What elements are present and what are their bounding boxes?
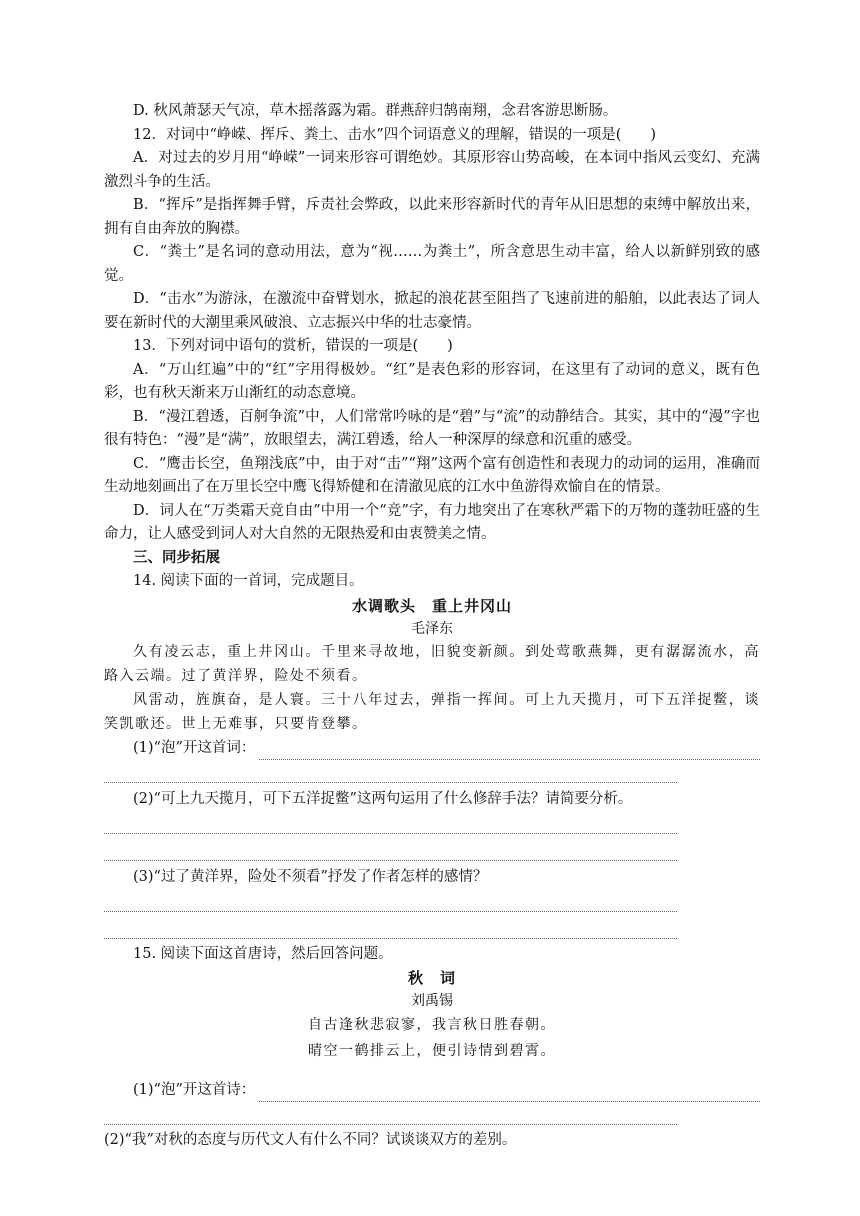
q14-poem-title: 水调歌头 重上井冈山 — [351, 596, 512, 615]
worksheet-page — [104, 100, 760, 1153]
q14-poem-para2: 风雷动，旌旗奋，是人寰。三十八年过去，弹指一挥间。可上九天揽月，可下五洋捉鳖，谈笑凯歌还。世上无难事，只要肯登攀。 — [104, 691, 760, 732]
q14-sub1-row — [104, 736, 760, 760]
q15-sub1-row — [104, 1078, 760, 1102]
q15-sub1-answer-line-2[interactable] — [104, 1102, 677, 1125]
q12-option-b: B．“挥斥”是指挥舞手臂，斥责社会弊政，以此来形容新时代的青年从旧思想的束缚中解放出来，拥有自由奔放的胸襟。 — [104, 197, 760, 237]
q15-poem-line1: 自古逢秋悲寂寥，我言秋日胜春朝。 — [308, 1017, 556, 1033]
q14-sub1-answer-line[interactable] — [259, 742, 760, 760]
q15-stem: 15. 阅读下面这首唐诗，然后回答问题。 — [133, 945, 393, 962]
q13-stem: 13．下列对词中语句的赏析，错误的一项是( ) — [133, 338, 453, 354]
q14-stem: 14. 阅读下面的一首词，完成题目。 — [133, 573, 364, 589]
q15-poem-author: 刘禹锡 — [411, 993, 453, 1009]
q14-sub3-answer-line-1[interactable] — [104, 889, 677, 912]
q15-sub1-answer-line[interactable] — [259, 1084, 760, 1102]
q12-stem: 12．对词中“峥嵘、挥斥、粪土、击水”四个词语意义的理解，错误的一项是( ) — [133, 126, 657, 143]
q14-sub3-answer-line-2[interactable] — [104, 916, 677, 939]
q13-option-d: D．词人在“万类霜天竞自由”中用一个“竞”字，有力地突出了在寒秋严霜下的万物的蓬勃旺盛的生命力，让人感受到词人对大自然的无限热爱和由衷赞美之情。 — [104, 502, 760, 542]
q14-sub1-answer-line-2[interactable] — [104, 760, 677, 783]
q13-option-c: C．“鹰击长空，鱼翔浅底”中，由于对“击”“翔”这两个富有创造性和表现力的动词的运用，准确而生动地刻画出了在万里长空中鹰飞得矫健和在清澈见底的江水中鱼游得欢愉自在的情景。 — [104, 455, 760, 495]
q14-poem-author: 毛泽东 — [411, 620, 453, 637]
q15-poem-line2: 晴空一鹤排云上，便引诗情到碧霄。 — [308, 1043, 556, 1059]
q12-option-d: D．“击水”为游泳，在激流中奋臂划水，掀起的浪花甚至阻挡了飞速前进的船舶，以此表达了词人要在新时代的大潮里乘风破浪、立志振兴中华的壮志豪情。 — [104, 291, 760, 331]
q14-poem-para1: 久有凌云志，重上井冈山。千里来寻故地，旧貌变新颜。到处莺歌燕舞，更有潺潺流水，高路入云端。过了黄洋界，险处不须看。 — [104, 643, 760, 684]
q13-option-b: B．“漫江碧透，百舸争流”中，人们常常吟咏的是“碧”与“流”的动静结合。其实，其中的“漫”字也很有特色：“漫”是“满”，放眼望去，满江碧透，给人一种深厚的绿意和沉重的感受。 — [104, 408, 760, 448]
q14-sub2-label: (2)“可上九天揽月，可下五洋捉鳖”这两句运用了什么修辞手法？请简要分析。 — [133, 790, 633, 807]
q14-sub3-label: (3)“过了黄洋界，险处不须看”抒发了作者怎样的感情？ — [133, 868, 488, 885]
q14-sub2-answer-line-2[interactable] — [104, 838, 677, 861]
q15-poem-title: 秋 词 — [407, 969, 456, 987]
q15-sub2-label: (2)“我”对秋的态度与历代文人有什么不同？试谈谈双方的差别。 — [104, 1132, 517, 1148]
q12-option-c: C．“粪土”是名词的意动用法，意为“视……为粪土”，所含意思生动丰富，给人以新鲜别致的感觉。 — [104, 244, 760, 284]
q13-option-a: A．“万山红遍”中的“红”字用得极妙。“红”是表色彩的形容词，在这里有了动词的意义，既有色彩，也有秋天渐来万山渐红的动态意境。 — [104, 361, 760, 401]
q14-sub1-label: (1)“泡”开这首词： — [133, 739, 256, 756]
q11-option-d: D. 秋风萧瑟天气凉，草木摇落露为霜。群燕辞归鹄南翔，念君客游思断肠。 — [133, 103, 618, 119]
q15-sub1-label: (1)“泡”开这首诗： — [133, 1082, 256, 1098]
q14-sub2-answer-line-1[interactable] — [104, 811, 677, 834]
section-heading: 三、同步拓展 — [133, 549, 220, 566]
q12-option-a: A．对过去的岁月用“峥嵘”一词来形容可谓绝妙。其原形容山势高峻，在本词中指风云变幻、充满激烈斗争的生活。 — [104, 150, 760, 190]
